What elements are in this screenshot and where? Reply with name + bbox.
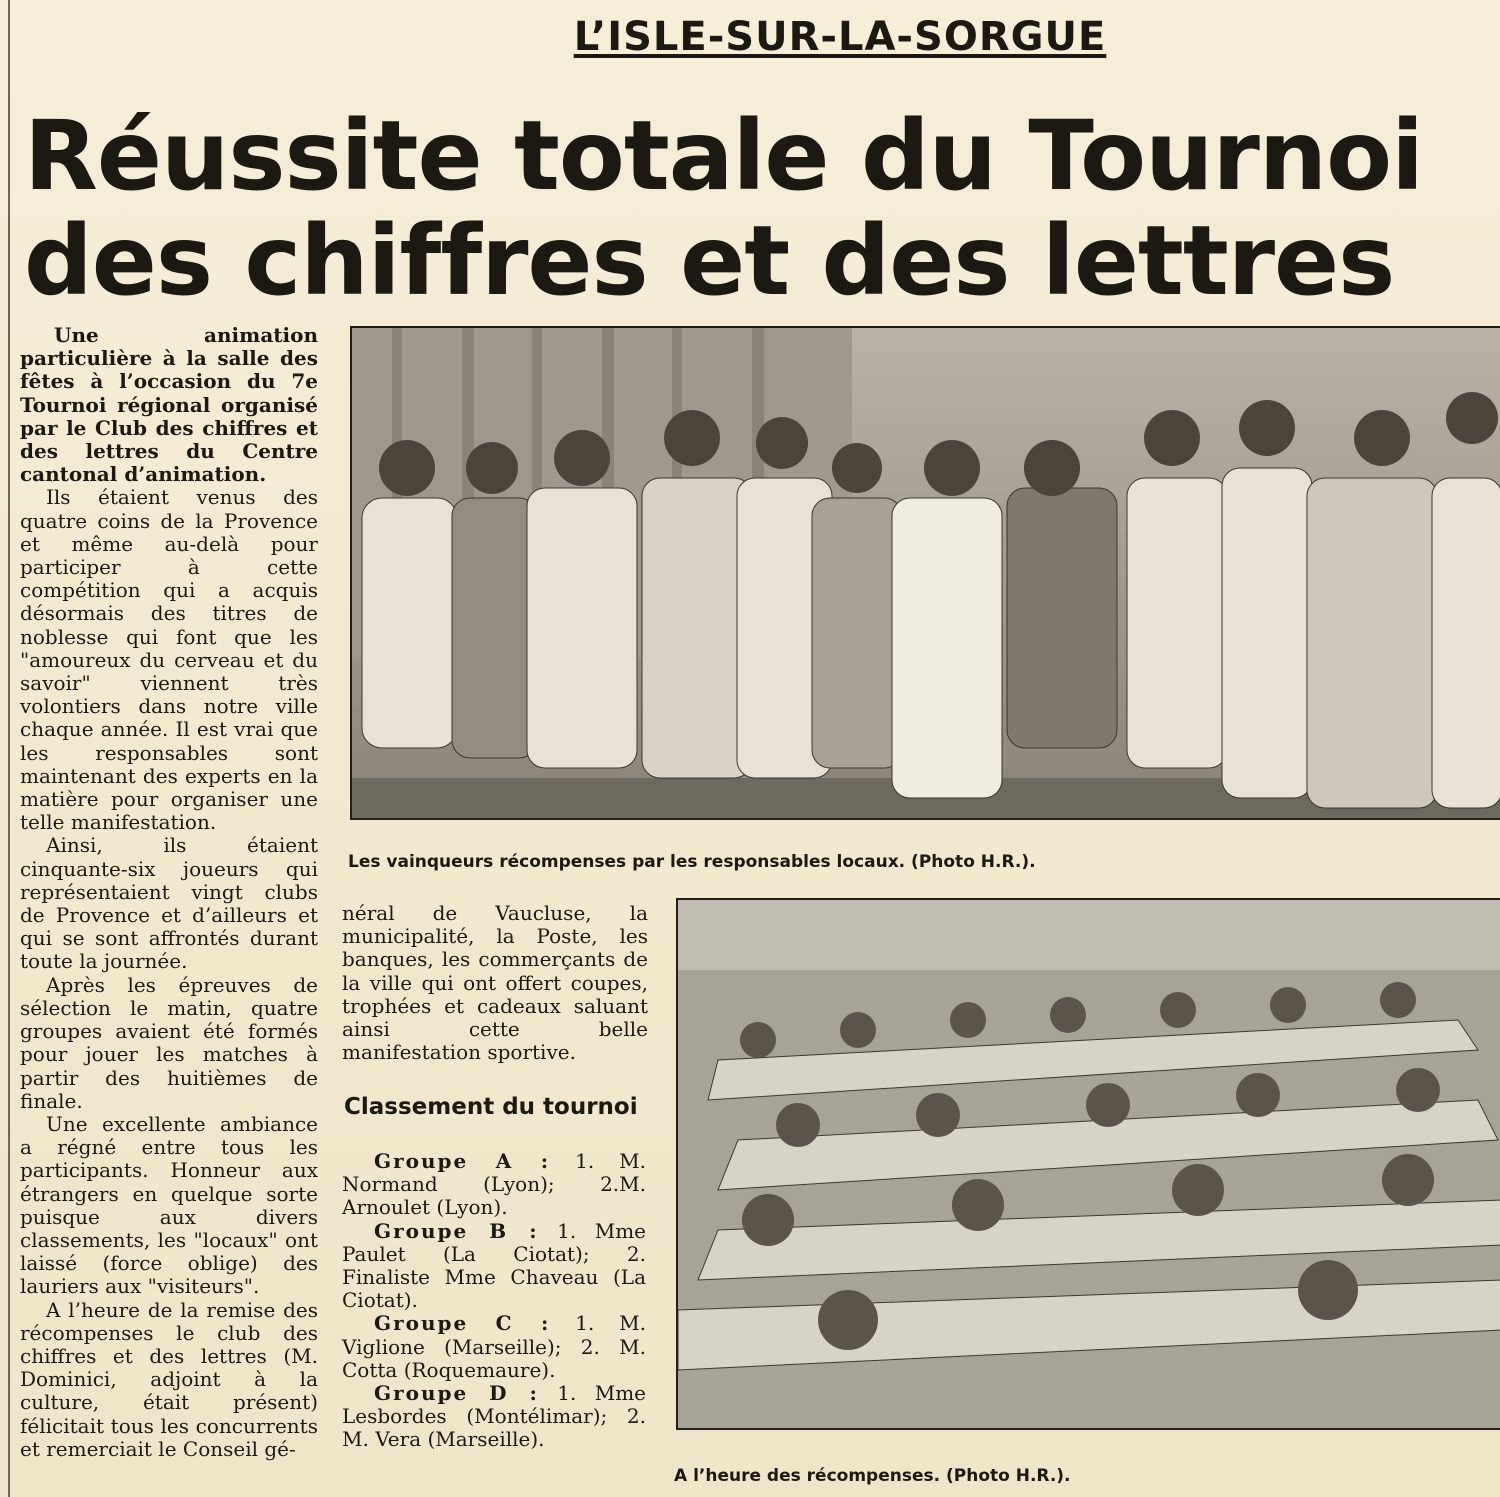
group-result: 1. M. Viglione (Marseille); 2. M. Cotta (Roquemaure). — [342, 1311, 647, 1382]
headline: Réussite totale du Tournoi des chiffres et des lettres — [24, 100, 1423, 317]
group-result: 1. Mme Paulet (La Ciotat); 2. Finaliste Mme Chaveau (La Ciotat). — [342, 1218, 646, 1313]
lead-paragraph: Une animation particulière à la salle des fêtes à l’occasion du 7e Tournoi régional organisé par le Club des chiffres et des lettres du Centre cantonal d’animation. — [20, 323, 318, 487]
group-result: 1. Mme Lesbordes (Montélimar); 2. M. Vera (Marseille). — [342, 1381, 646, 1452]
tournament-hall-photo-image — [678, 900, 1500, 1428]
standings-group — [342, 1220, 646, 1313]
paragraph: Ainsi, ils étaient cinquante-six joueurs qui représentaient vingt clubs de Provence et d’ailleurs et qui se sont affrontés durant toute la journée. — [20, 833, 318, 974]
paragraph: Après les épreuves de sélection le matin, quatre groupes avaient été formés pour jouer les matches à partir des huitièmes de finale. — [20, 972, 318, 1113]
group-result: 1. M. Normand (Lyon); 2.M. Arnoulet (Lyon). — [342, 1149, 646, 1220]
column-rule — [8, 0, 10, 1497]
winners-photo-caption: Les vainqueurs récompenses par les responsables locaux. (Photo H.R.). — [348, 852, 1036, 872]
standings-group — [342, 1312, 646, 1382]
group-label: Groupe A : — [374, 1149, 551, 1173]
paragraph: Ils étaient venus des quatre coins de la Provence et même au-delà pour participer à cette compétition qui a acquis désormais des titres de noblesse qui font que les "amoureux du cerveau et du savoir" viennent très volontiers dans notre ville chaque année. Il est vrai que les responsables sont maintenant des experts en la matière pour organiser une telle manifestation. — [20, 485, 318, 835]
standings-group — [342, 1382, 646, 1452]
standings-title: Classement du tournoi — [344, 1094, 638, 1120]
section-kicker: L’ISLE-SUR-LA-SORGUE — [573, 14, 1107, 60]
group-label: Groupe B : — [374, 1218, 539, 1243]
paragraph: A l’heure de la remise des récompenses le club des chiffres et des lettres (M. Dominici, adjoint à la culture, était présent) félicitait tous les concurrents et remerciait le Conseil gé- — [20, 1297, 318, 1461]
article-column-1 — [20, 324, 318, 1461]
hall-photo-caption: A l’heure des récompenses. (Photo H.R.). — [674, 1466, 1071, 1486]
group-label: Groupe D : — [374, 1381, 539, 1406]
standings-list — [342, 1150, 646, 1452]
winners-photo — [350, 326, 1500, 820]
standings-group — [342, 1150, 646, 1220]
tournament-hall-photo — [676, 898, 1500, 1430]
paragraph: Une excellente ambiance a régné entre tous les participants. Honneur aux étrangers en quelque sorte puisque aux divers classements, les "locaux" ont laissé (force oblige) des lauriers aux "visiteurs". — [20, 1111, 318, 1299]
group-label: Groupe C : — [374, 1311, 551, 1336]
article-column-2 — [342, 902, 648, 1064]
paragraph: néral de Vaucluse, la municipalité, la Poste, les banques, les commerçants de la ville qui ont offert coupes, trophées et cadeaux saluant ainsi cette belle manifestation sportive. — [342, 901, 648, 1065]
winners-photo-image — [352, 328, 1500, 818]
